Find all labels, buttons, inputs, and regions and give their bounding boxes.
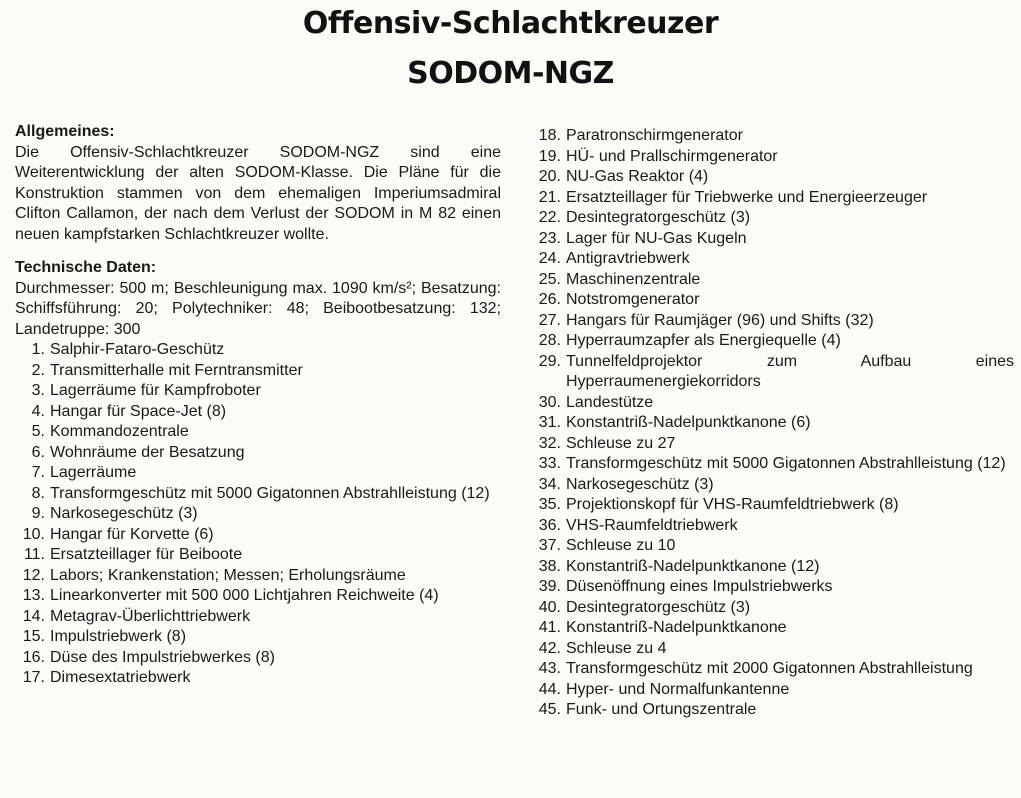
- item-number: 6.: [31, 443, 45, 461]
- general-heading: Allgemeines:: [15, 123, 115, 140]
- item-text: Kommandozentrale: [50, 423, 189, 440]
- item-text: Hyper- und Normalfunkantenne: [566, 680, 790, 698]
- list-item: [15, 381, 501, 402]
- item-number: 41.: [538, 619, 561, 636]
- list-item: [15, 463, 501, 484]
- item-text: Lagerräume für Kampfroboter: [50, 382, 261, 399]
- item-number: 38.: [538, 557, 561, 575]
- item-number: 45.: [538, 701, 561, 718]
- item-text: Funk- und Ortungszentrale: [566, 701, 757, 718]
- item-number: 23.: [538, 229, 561, 247]
- tech-text: Durchmesser: 500 m; Beschleunigung max. 1090 km/s²; Besatzung: Schiffsführung: 20; Polytechniker: 48; Beibootbesatzung: 132; Landetruppe: 300: [15, 279, 501, 338]
- list-item: [15, 402, 501, 423]
- list-item: [15, 484, 501, 505]
- list-item: [529, 618, 1014, 639]
- item-text: Hangar für Korvette (6): [50, 525, 214, 543]
- item-text: Konstantriß-Nadelpunktkanone (12): [566, 557, 820, 575]
- list-item: [529, 536, 1014, 557]
- item-text: Düse des Impulstriebwerkes (8): [50, 648, 275, 666]
- item-text: Transformgeschütz mit 2000 Gigatonnen Abstrahlleistung: [566, 660, 973, 677]
- item-text: Dimesextatriebwerk: [50, 669, 191, 686]
- list-item: [15, 504, 501, 525]
- list-item: [15, 607, 501, 628]
- item-text: Transformgeschütz mit 5000 Gigatonnen Abstrahlleistung (12): [50, 484, 490, 502]
- item-number: 30.: [538, 393, 561, 411]
- list-item: [529, 352, 1014, 393]
- item-number: 28.: [538, 332, 561, 349]
- component-list-right: [529, 126, 1014, 721]
- item-number: 4.: [31, 402, 45, 420]
- item-number: 3.: [31, 382, 45, 399]
- item-number: 36.: [538, 516, 561, 534]
- item-number: 1.: [31, 341, 45, 358]
- list-item: [529, 167, 1014, 188]
- list-item: [529, 208, 1014, 229]
- item-number: 31.: [538, 414, 561, 431]
- item-number: 17.: [22, 669, 45, 686]
- list-item: [529, 188, 1014, 209]
- list-item: [529, 147, 1014, 168]
- item-text: Notstromgenerator: [566, 291, 700, 308]
- item-text: Linearkonverter mit 500 000 Lichtjahren Reichweite (4): [50, 587, 439, 604]
- item-text: Transmitterhalle mit Ferntransmitter: [50, 361, 303, 379]
- list-item: [529, 249, 1014, 270]
- list-item: [529, 598, 1014, 619]
- item-number: 21.: [538, 188, 561, 206]
- list-item: [529, 475, 1014, 496]
- item-number: 25.: [538, 270, 561, 288]
- list-item: [15, 443, 501, 464]
- list-item: [529, 577, 1014, 598]
- item-number: 35.: [538, 496, 561, 513]
- list-item: [15, 361, 501, 382]
- item-text: Narkosegeschütz (3): [50, 505, 198, 522]
- list-item: [15, 525, 501, 546]
- list-item: [529, 639, 1014, 660]
- item-text: Schleuse zu 27: [566, 434, 676, 452]
- item-number: 33.: [538, 455, 561, 472]
- item-number: 7.: [31, 464, 45, 481]
- list-item: [529, 126, 1014, 147]
- list-item: [529, 516, 1014, 537]
- item-number: 16.: [22, 648, 45, 666]
- item-number: 11.: [23, 546, 45, 563]
- tech-heading: Technische Daten:: [15, 259, 157, 276]
- item-number: 42.: [538, 639, 561, 657]
- item-number: 5.: [31, 423, 45, 440]
- general-text: Die Offensiv-Schlachtkreuzer SODOM-NGZ sind eine Weiterentwicklung der alten SODOM-Klasse. Die Pläne für die Konstruktion stammen von dem ehemaligen Imperiumsadmiral Clifton Callamon, der nach dem Verlust der SODOM in M 82 einen neuen kampfstarken Schlachtkreuzer wollte.: [15, 143, 501, 243]
- list-item: [15, 668, 501, 689]
- item-number: 39.: [538, 578, 561, 595]
- item-text: Ersatzteillager für Triebwerke und Energieerzeuger: [566, 188, 928, 206]
- item-text: Projektionskopf für VHS-Raumfeldtriebwerk (8): [566, 496, 899, 513]
- item-number: 24.: [538, 250, 561, 267]
- item-number: 29.: [538, 352, 561, 370]
- list-item: [529, 413, 1014, 434]
- item-text: NU-Gas Reaktor (4): [566, 168, 709, 185]
- list-item: [15, 566, 501, 587]
- item-number: 9.: [31, 505, 45, 522]
- list-item: [15, 586, 501, 607]
- item-number: 2.: [31, 361, 45, 379]
- list-item: [529, 290, 1014, 311]
- list-item: [529, 434, 1014, 455]
- item-text: Hangar für Space-Jet (8): [50, 402, 227, 420]
- list-item: [529, 331, 1014, 352]
- list-item: [529, 229, 1014, 250]
- item-text: Schleuse zu 4: [566, 639, 667, 657]
- page-title: Offensiv-Schlachtkreuzer: [302, 6, 719, 41]
- item-text: Impulstriebwerk (8): [50, 628, 187, 645]
- item-number: 43.: [538, 660, 561, 677]
- item-text: HÜ- und Prallschirmgenerator: [566, 147, 778, 165]
- item-text: Metagrav-Überlichttriebwerk: [50, 607, 251, 625]
- list-item: [529, 393, 1014, 414]
- item-text: Landestütze: [566, 393, 654, 411]
- list-item: [529, 311, 1014, 332]
- item-text: Salphir-Fataro-Geschütz: [50, 341, 225, 358]
- list-item: [529, 680, 1014, 701]
- component-list-left: [15, 340, 501, 689]
- item-text: Lager für NU-Gas Kugeln: [566, 229, 747, 247]
- list-item: [15, 422, 501, 443]
- item-number: 15.: [22, 628, 45, 645]
- item-number: 22.: [538, 209, 561, 226]
- item-text: Paratronschirmgenerator: [566, 127, 743, 144]
- list-item: [529, 270, 1014, 291]
- list-item: [15, 545, 501, 566]
- list-item: [529, 659, 1014, 680]
- item-text: Maschinenzentrale: [566, 270, 701, 288]
- item-number: 12.: [22, 566, 45, 584]
- item-text: Tunnelfeldprojektor zum Aufbau eines Hyperraumenergiekorridors: [566, 352, 1014, 390]
- list-item: [529, 495, 1014, 516]
- right-column: [529, 126, 1014, 721]
- item-number: 37.: [538, 537, 561, 554]
- list-item: [529, 700, 1014, 721]
- list-item: [529, 557, 1014, 578]
- list-item: [15, 627, 501, 648]
- item-text: Hyperraumzapfer als Energiequelle (4): [566, 332, 841, 349]
- item-text: Transformgeschütz mit 5000 Gigatonnen Abstrahlleistung (12): [566, 455, 1006, 472]
- item-text: Wohnräume der Besatzung: [50, 443, 245, 461]
- item-number: 14.: [22, 607, 45, 625]
- item-number: 44.: [538, 680, 561, 698]
- list-item: [529, 454, 1014, 475]
- item-number: 18.: [538, 127, 561, 144]
- item-number: 8.: [31, 484, 45, 502]
- item-text: VHS-Raumfeldtriebwerk: [566, 516, 738, 534]
- item-number: 19.: [538, 147, 561, 165]
- item-text: Schleuse zu 10: [566, 537, 676, 554]
- item-text: Konstantriß-Nadelpunktkanone: [566, 619, 787, 636]
- item-text: Desintegratorgeschütz (3): [566, 598, 751, 616]
- item-text: Desintegratorgeschütz (3): [566, 209, 751, 226]
- item-number: 20.: [538, 168, 561, 185]
- item-text: Ersatzteillager für Beiboote: [50, 546, 243, 563]
- item-text: Konstantriß-Nadelpunktkanone (6): [566, 414, 811, 431]
- item-text: Labors; Krankenstation; Messen; Erholungsräume: [50, 566, 406, 584]
- left-column: [15, 122, 501, 689]
- item-number: 32.: [538, 434, 561, 452]
- item-number: 27.: [538, 311, 561, 329]
- item-number: 40.: [538, 598, 561, 616]
- item-number: 26.: [538, 291, 561, 308]
- item-number: 13.: [22, 587, 45, 604]
- item-text: Lagerräume: [50, 464, 137, 481]
- item-number: 34.: [538, 475, 561, 493]
- item-text: Düsenöffnung eines Impulstriebwerks: [566, 578, 833, 595]
- item-text: Antigravtriebwerk: [566, 250, 690, 267]
- item-number: 10.: [22, 525, 45, 543]
- item-text: Hangars für Raumjäger (96) und Shifts (32): [566, 311, 874, 329]
- list-item: [15, 648, 501, 669]
- page-subtitle: SODOM-NGZ: [407, 56, 614, 91]
- item-text: Narkosegeschütz (3): [566, 475, 714, 493]
- list-item: [15, 340, 501, 361]
